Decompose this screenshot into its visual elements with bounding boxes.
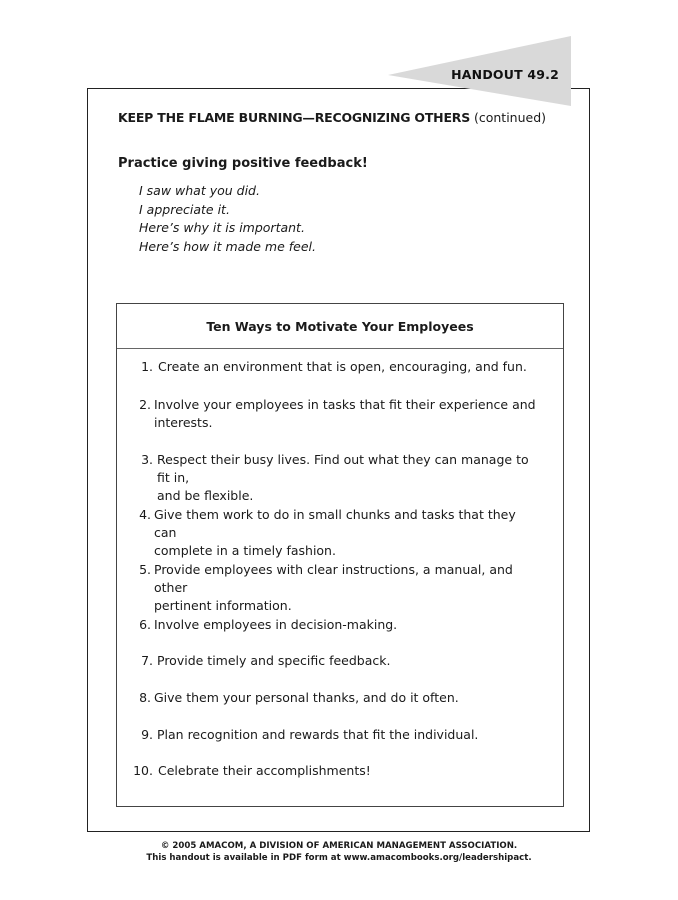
list-text: Create an environment that is open, encouraging, and fun.: [158, 359, 527, 374]
list-number: 4.: [139, 507, 151, 522]
list-item-7: [139, 652, 539, 670]
list-number: 1.: [141, 359, 153, 374]
feedback-lines: [139, 182, 316, 256]
footer-copyright: © 2005 AMACOM, A DIVISION OF AMERICAN MANAGEMENT ASSOCIATION.: [160, 841, 518, 851]
handout-tab: [388, 36, 571, 106]
list-number: 3.: [141, 452, 153, 467]
feedback-line: Here’s why it is important.: [139, 220, 305, 235]
handout-label: HANDOUT 49.2: [451, 67, 559, 82]
footer-availability: This handout is available in PDF form at www.amacombooks.org/leadershipact.: [146, 853, 532, 863]
list-text: Involve your employees in tasks that fit their experience and: [154, 397, 536, 412]
list-text: Provide timely and specific feedback.: [157, 653, 391, 668]
list-item-1: [139, 358, 539, 376]
list-item-9: [139, 726, 539, 744]
list-text: Plan recognition and rewards that fit the individual.: [157, 727, 479, 742]
feedback-line: I saw what you did.: [139, 183, 260, 198]
document-title-suffix: (continued): [470, 110, 547, 125]
feedback-heading: Practice giving positive feedback!: [118, 156, 368, 171]
list-text-cont: pertinent information.: [154, 598, 292, 613]
list-number: 7.: [141, 653, 153, 668]
list-item-2: [139, 396, 539, 432]
list-text: Respect their busy lives. Find out what they can manage to fit in,: [157, 452, 529, 485]
list-number: 2.: [139, 397, 151, 412]
list-text: Involve employees in decision-making.: [154, 617, 398, 632]
list-text: Give them your personal thanks, and do it often.: [154, 690, 459, 705]
motivate-box: [116, 303, 564, 807]
list-item-8: [139, 689, 539, 707]
list-item-4: [139, 506, 539, 560]
list-item-10: [131, 762, 531, 780]
list-text: Provide employees with clear instructions, a manual, and other: [154, 562, 513, 595]
document-title: [118, 110, 546, 125]
list-text-cont: and be flexible.: [157, 488, 254, 503]
list-number: 9.: [141, 727, 153, 742]
list-number: 10.: [133, 763, 153, 778]
list-text: Celebrate their accomplishments!: [158, 763, 371, 778]
list-item-6: [139, 616, 539, 634]
list-item-3: [139, 451, 539, 505]
list-number: 6.: [139, 617, 151, 632]
list-number: 8.: [139, 690, 151, 705]
feedback-line: Here’s how it made me feel.: [139, 238, 316, 254]
list-text-cont: interests.: [154, 415, 213, 430]
motivate-box-heading: Ten Ways to Motivate Your Employees: [117, 304, 563, 349]
feedback-line: I appreciate it.: [139, 201, 230, 217]
list-text: Give them work to do in small chunks and tasks that they can: [154, 507, 516, 540]
list-item-5: [139, 561, 539, 615]
list-text-cont: complete in a timely fashion.: [154, 543, 336, 558]
list-number: 5.: [139, 562, 151, 577]
document-title-main: KEEP THE FLAME BURNING—RECOGNIZING OTHERS: [118, 110, 471, 125]
footer: [0, 840, 678, 864]
